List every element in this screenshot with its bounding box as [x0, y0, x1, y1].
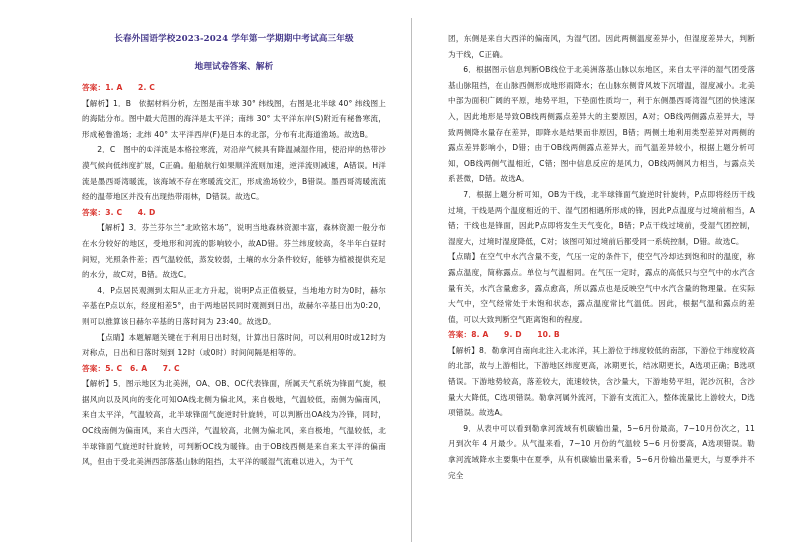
answer-line-3-4: 答案：3. C 4. D [82, 207, 156, 217]
tip-q5-7: 【点睛】在空气中水汽含量不变，气压一定的条件下，使空气冷却达到饱和时的温度，称露点温度，简称露点。单位与气温相同。在气压一定时，露点的高低只与空气中的水汽含量有关，水汽含量愈多，露点愈高，所以露点也是反映空气中水汽含量的物理量。在实际大气中，空气经常处于未饱和状态，露点温度常比气温低。因此，根据气温和露点的差值，可以大致判断空气距离饱和的程度。 [448, 252, 755, 324]
explanation-q1: 【解析】1．B 依据材料分析，左图是南半球 30° 纬线图，右图是北半球 40° 纬线图上的海陆分布。图中最大范围的海洋是太平洋；南纬 30° 太平洋东岸(S)附近有秘鲁寒流，形成秘鲁渔场；北纬 40° 太平洋西岸(F)是日本的北部，分布有北海道渔场。故选B。 [82, 98, 386, 139]
explanation-q5: 【解析】5．图示地区为北美洲，OA、OB、OC代表锋面，所属天气系统为锋面气旋，根据风向以及风向的变化可知OA线北侧为偏北风，来自极地，气温较低，南侧为偏南风，来自太平洋，气温较高，北半球锋面气旋逆时针旋转，可以判断出OA线为冷锋，同时，OC线南侧为偏南风，来自大西洋，气温较高，北侧为偏北风，来自极地，气温较低，北半球锋面气旋逆时针旋转，可判断OC线为暖锋。由于OB线西侧是来自来太平洋的偏南风，但由于受北美洲西部落基山脉的阻挡，太平洋的暖湿气流难以进入，为干气 [82, 379, 386, 467]
explanation-q7: 7．根据上题分析可知，OB为干线，北半球锋面气旋逆时针旋转，P点即将经历干线过境，干线是两个温度相近的干、湿气团相遇所形成的锋，因此P点温度与过境前相当，A错；干线也是锋面，因此P点即将发生天气变化，B错；P点干线过境前，受湿气团控制，湿度大，过境时湿度降低，C对；该图可知过境前后都受同一系统控制，D错。故选C。 [448, 189, 755, 246]
document-title: 长春外国语学校2023-2024 学年第一学期期中考试高三年级 [114, 34, 354, 44]
answer-line-1-2: 答案：1. A 2. C [82, 83, 155, 92]
explanation-q2: 2．C 图中的①洋流是本格拉寒流，对沿岸气候具有降温减湿作用，使沿岸的热带沙漠气候向低纬度扩展，C正确。船舶航行如果顺洋流则加速，逆洋流则减速，A错误。H洋流是墨西哥湾暖流，该海域不存在寒暖流交汇，形成渔场较少，B错误。墨西哥湾暖流流经的温带地区并没有出现热带雨林，D错误。故选C。 [82, 145, 386, 202]
tip-q3-4: 【点睛】本题解题关键在于利用日出时刻，计算出日落时间，可以利用0时或12时为对称点，日出和日落时刻到 12时（或0时）时间间隔是相等的。 [82, 332, 386, 358]
explanation-q9: 9．从表中可以看到勒拿河流域有机碳输出量，5~6月份最高，7~10月份次之，11月到次年 4 月最少。从气温来看，7~10 月份的气温较 5~6 月份要高，A选项错误。勒拿河流域降水主要集中在夏季，从有机碳输出量来看，5~6月份输出量更大，与夏季并不完全 [448, 423, 755, 480]
left-column [82, 0, 386, 560]
explanation-q3: 【解析】3．芬兰芬尔兰“北欧铭木场”，说明当地森林资源丰富，森林资源一般分布在水分较好的地区，受地形和河流的影响较小，故AD错。芬兰纬度较高，冬半年白昼时间短，光照条件差；西气温较低，蒸发较弱，土壤的水分条件较好，能够为植被提供充足的水分，故C对，B错。故选C。 [82, 223, 386, 280]
explanation-q5-continued: 团，东侧是来自大西洋的偏南风，为湿气团。因此两侧温度差异小，但湿度差异大，判断为干线，C正确。 [448, 34, 755, 59]
document-subtitle: 地理试卷答案、解析 [194, 62, 274, 72]
column-divider [411, 18, 412, 542]
explanation-q8: 【解析】8．勒拿河自南向北注入北冰洋，其上游位于纬度较低的南部，下游位于纬度较高的北部，故与上游相比，下游地区纬度更高，冰期更长，结冰期更长，A选项正确；B选项错误。下游地势较高，落差较大，流速较快，含沙量大，下游地势平坦，泥沙沉积，含沙量大大降低，C选项错误。勒拿河属外流河，下游有支流汇入，整体流量比上游较大，D选项错误。故选A。 [448, 345, 755, 418]
explanation-q6: 6．根据图示信息判断OB线位于北美洲落基山脉以东地区，来自太平洋的湿气团受落基山脉阻挡，在山脉西侧形成地形雨降水；在山脉东侧背风坡下沉增温，湿度减小。北美中部为面积广阔的平原，地势平坦，下垫面性质均一，利于东侧墨西哥湾湿气团的快速深入，因此地形是导致OB线两侧露点差异大的主要原因，A对；OB线两侧露点差异大，导致两侧降水量存在差异，即降水是结果而非原因，B错；两侧土地利用类型差异对两侧的露点差异影响小，D错；由于OB线两侧露点差异大，而气温差异较小，根据上题分析可知，OB线两侧气温相近，C错；图中信息反应的是风力，OB线两侧风力相当，与露点关系甚微，D错。故选A。 [448, 65, 755, 184]
answer-line-5-7: 答案：5. C 6. A 7. C [82, 363, 180, 373]
answer-line-8-10: 答案：8. A 9. D 10. B [448, 330, 560, 340]
right-column [448, 0, 755, 560]
explanation-q4: 4．P点居民观测到太阳从正北方升起，说明P点正值极昼，当地地方时为0时，赫尔辛基在P点以东，经度相差5°，由于两地居民同时观测到日出，故赫尔辛基日出为0:20，则可以推算该日赫尔辛基的日落时间为 23:40。故选D。 [82, 285, 386, 326]
